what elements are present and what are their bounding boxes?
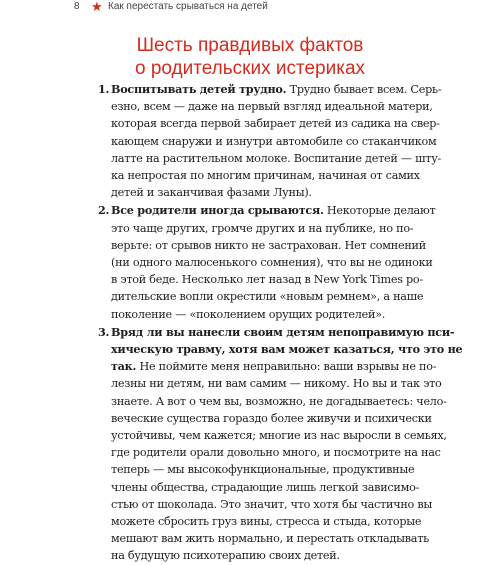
body-text: ка непростая по многим причинам, начиная от самих — [111, 169, 420, 183]
body-text: члены общества, страдающие лишь легкой зависимо- — [111, 480, 420, 494]
star-icon: ★ — [91, 0, 103, 14]
section-title-line: о родительских истериках — [134, 58, 366, 79]
list-item-number: 3. — [98, 324, 110, 339]
running-header — [0, 0, 500, 14]
text-line — [111, 427, 447, 444]
body-text: Некоторые делают — [323, 204, 436, 218]
body-text: Трудно бывает всем. Серь- — [286, 83, 442, 96]
bold-lead-text: Вряд ли вы нанесли своим детям непоправимую пси- — [111, 324, 455, 339]
body-text: езно, всем — даже на первый взгляд идеальной матери, — [111, 100, 433, 114]
list-item-number: 1. — [98, 82, 110, 96]
text-line — [111, 167, 420, 184]
text-line — [111, 237, 426, 254]
body-text: знаете. А вот о чем вы, возможно, не догадываетесь: чело- — [111, 394, 447, 408]
body-text: веческие существа гораздо более живучи и психически — [111, 411, 432, 425]
text-line — [111, 410, 432, 427]
body-text: стью от шоколада. Это значит, что хотя бы частично вы — [111, 497, 433, 511]
list-item-number: 2. — [98, 203, 110, 218]
text-line — [111, 358, 437, 375]
body-text: это чаще других, громче других и на публике, но по- — [111, 221, 414, 235]
body-text: где родители орали довольно много, и посмотрите на нас — [111, 446, 441, 460]
body-text: устойчивы, чем кажется; многие из нас выросли в семьях, — [111, 429, 447, 443]
body-text: Не поймите меня неправильно: ваши взрывы не по- — [136, 360, 437, 374]
section-title-line: Шесть правдивых фактов — [136, 35, 364, 56]
body-text: латте на растительном молоке. Воспитание детей — шту- — [111, 151, 442, 165]
body-text: в этой беде. Несколько лет назад в New York Times ро- — [111, 273, 423, 287]
page-number: 8 — [74, 1, 80, 12]
text-line — [111, 496, 433, 513]
bold-lead-text: Воспитывать детей трудно. — [111, 82, 287, 96]
text-line — [111, 115, 440, 132]
bold-lead-text: так. — [111, 359, 137, 374]
text-line — [111, 341, 463, 358]
text-line — [111, 220, 414, 237]
body-text: кающем снаружи и изнутри автомобиле со стаканчиком — [111, 134, 437, 148]
text-line — [111, 271, 423, 288]
text-line — [111, 306, 401, 323]
text-line — [111, 530, 429, 547]
text-line — [111, 202, 436, 219]
text-line — [111, 81, 442, 98]
text-line — [111, 461, 415, 478]
body-text: на будущую психотерапию своих детей. — [111, 549, 340, 563]
text-line — [111, 150, 442, 167]
body-text: верьте: от срывов никто не застрахован. Нет сомнений — [111, 238, 426, 252]
list-item — [98, 202, 436, 322]
body-text: (ни одного малюсенького сомнения), что вы не одиноки — [111, 256, 433, 270]
text-line — [111, 98, 433, 115]
text-line — [111, 324, 455, 341]
list-item — [98, 324, 463, 565]
text-line — [111, 479, 420, 496]
text-line — [111, 133, 437, 150]
text-line — [111, 184, 401, 201]
text-line — [111, 513, 422, 530]
bold-lead-text: хическую травму, хотя вам может казаться, что это не — [111, 342, 463, 357]
numbered-list — [98, 81, 463, 565]
text-line — [111, 375, 442, 392]
body-text: которая всегда первой забирает детей из садика на свер- — [111, 117, 440, 131]
text-line — [111, 393, 447, 410]
body-text: детей и заканчивая фазами Луны). — [111, 186, 312, 200]
text-line — [111, 254, 433, 271]
bold-lead-text: Все родители иногда срываются. — [111, 203, 324, 218]
body-text: дительские вопли окрестили «новым ремнем», а наше — [111, 290, 424, 304]
section-title — [0, 34, 500, 80]
text-line — [111, 288, 424, 305]
body-text: мешают вам жить нормально, и перестать откладывать — [111, 532, 429, 546]
body-text: можете сбросить груз вины, стресса и стыда, которые — [111, 515, 422, 529]
text-line — [111, 444, 441, 461]
running-title: Как перестать срываться на детей — [108, 1, 268, 12]
text-line — [111, 547, 401, 564]
body-text: поколение — «поколением орущих родителей». — [111, 307, 386, 321]
body-text: лезны ни детям, ни вам самим — никому. Но вы и так это — [111, 377, 442, 391]
body-text: теперь — мы высокофункциональные, продуктивные — [111, 463, 415, 477]
list-item — [98, 81, 442, 201]
